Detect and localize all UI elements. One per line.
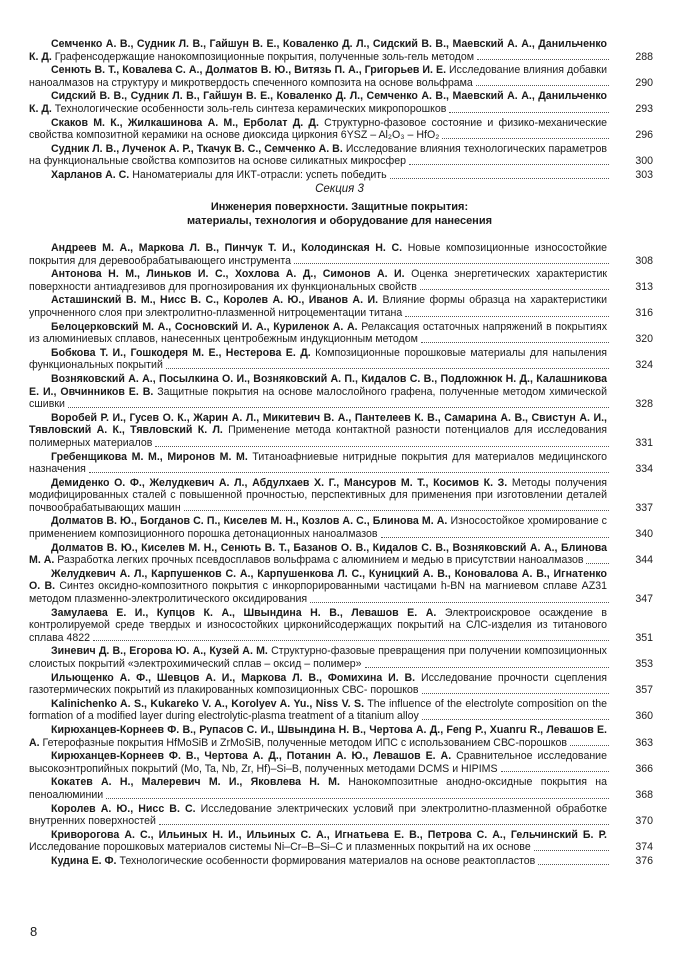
toc-entry — [29, 607, 653, 645]
entry-page-number: 357 — [635, 684, 653, 697]
dot-leader — [381, 537, 609, 538]
dot-leader — [570, 745, 609, 746]
dot-leader — [166, 368, 609, 369]
toc-entry — [29, 242, 653, 267]
toc-entry — [29, 64, 653, 89]
toc-entry — [29, 803, 653, 828]
dot-leader — [409, 164, 609, 165]
dot-leader — [476, 85, 609, 86]
entry-authors: Долматов В. Ю., Киселев М. Н., Сенють В. Т., Базанов О. В., Кидалов С. В., Возняковский А. А., Блинова М. А. — [29, 541, 607, 567]
entry-page-number: 296 — [635, 129, 653, 142]
entry-authors: Долматов В. Ю., Богданов С. П., Киселев М. Н., Козлов А. С., Блинова М. А. — [51, 515, 448, 528]
toc-entry — [29, 294, 653, 319]
entry-title: Сравнительное исследование высокоэнтропийных покрытий (Mo, Ta, Nb, Zr, Hf)–Si–B, полученных методами DCMS и HIPIMS — [29, 750, 607, 775]
dot-leader — [159, 824, 609, 825]
entry-title: Применение метода контактной разности потенциалов для исследования полимерных материалов — [29, 424, 607, 449]
entry-title: Структурно-фазовое состояние и физико-механические свойства композитной керамики на основе диоксида циркония 6YSZ – Al₂O₃ – HfO₂ — [29, 116, 608, 142]
toc-entry — [29, 515, 653, 540]
entry-page-number: 366 — [635, 762, 653, 775]
toc-entry — [29, 698, 653, 723]
entry-title: Технологические особенности золь-гель синтеза керамических микропорошков — [54, 102, 447, 115]
entry-page-number: 303 — [635, 168, 653, 181]
toc-entry — [29, 855, 653, 868]
dot-leader — [421, 342, 609, 343]
entry-page-number: 300 — [635, 155, 653, 168]
toc-entry — [29, 645, 653, 670]
entry-authors: Королев А. Ю., Нисс В. С. — [51, 802, 196, 815]
entry-page-number: 293 — [635, 102, 653, 115]
entry-page-number: 376 — [635, 854, 653, 867]
section-title — [0, 201, 679, 228]
dot-leader — [310, 602, 609, 603]
entry-page-number: 324 — [635, 359, 653, 372]
entry-page-number: 363 — [635, 736, 653, 749]
entry-page-number: 337 — [635, 501, 653, 514]
toc-entry — [29, 829, 653, 854]
dot-leader — [420, 289, 609, 290]
toc-entry — [29, 169, 653, 182]
entry-authors: Семченко А. В., Судник Л. В., Гайшун В. Е., Коваленко Д. Л., Сидский В. В., Маевский А. А., Данильченко К. Д. — [29, 38, 607, 63]
toc-entry — [29, 451, 653, 476]
entry-title: Наноматериалы для ИКТ-отрасли: успеть победить — [132, 168, 387, 181]
page-number: 8 — [30, 924, 38, 939]
entry-page-number: 347 — [635, 593, 653, 606]
entry-authors: Скаков М. К., Жилкашинова А. М., Ерболат Д. Д. — [51, 116, 319, 129]
entry-title: Износостойкое хромирование с применением композиционного порошка детонационных наноалмазов — [29, 515, 607, 541]
entry-authors: Кокатев А. Н., Малеревич М. И., Яковлева Н. М. — [51, 776, 340, 789]
entry-title: Исследование влияния технологических параметров на функциональные свойства композитов на основе силикатных микросфер — [29, 142, 607, 168]
entry-page-number: 331 — [635, 436, 653, 449]
section-title-line2: материалы, технология и оборудование для нанесения — [186, 214, 493, 227]
toc-entry — [29, 38, 653, 63]
entry-page-number: 360 — [635, 710, 653, 723]
entry-authors: Судник Л. В., Лученок А. Р., Ткачук В. С., Семченко А. В. — [51, 142, 343, 155]
entry-page-number: 334 — [635, 463, 653, 476]
toc-entry — [29, 143, 653, 168]
entry-title: Исследование электрических условий при электролитно-плазменной обработке внутренних поверхностей — [29, 802, 607, 828]
entry-title: Релаксация остаточных напряжений в покрытиях из алюминиевых сплавов, нанесенных центробежным индукционным методом — [29, 320, 607, 346]
dot-leader — [534, 850, 609, 851]
entry-title: Электроискровое осаждение в контролируемой среде твердых и износостойких цирконийсодержащих покрытий на СЛС-изделия из титанового сплава 4822 — [29, 606, 607, 644]
toc-top-list — [29, 38, 653, 183]
entry-page-number: 351 — [635, 631, 653, 644]
dot-leader — [155, 446, 609, 447]
dot-leader — [294, 263, 609, 264]
entry-page-number: 290 — [635, 76, 653, 89]
toc-entry — [29, 568, 653, 606]
entry-authors: Желудкевич А. Л., Карпушенков С. А., Карпушенкова Л. С., Куницкий А. В., Коновалова А. В., Игнатенко О. В. — [29, 567, 607, 593]
toc-entry — [29, 373, 653, 411]
section-title-line1: Инженерия поверхности. Защитные покрытия: — [210, 201, 469, 213]
entry-title: Влияние формы образца на характеристики упрочненного слоя при электролитно-плазменной нитроцементации титана — [29, 294, 607, 319]
dot-leader — [89, 472, 609, 473]
entry-title: The influence of the electrolyte composition on the formation of a modified layer during electrolytic-plasma treatment of a titanium alloy — [29, 697, 607, 723]
entry-authors: Ильющенко А. Ф., Шевцов А. И., Маркова Л. В., Фомихина И. В. — [51, 671, 416, 684]
entry-authors: Зиневич Д. В., Егорова Ю. А., Кузей А. М. — [51, 645, 268, 658]
toc-entry — [29, 776, 653, 801]
dot-leader — [586, 563, 609, 564]
entry-title: Исследование прочности сцепления газотермических покрытий из плакированных композиционных СВС- порошков — [29, 671, 607, 697]
entry-title: Исследование влияния добавки наноалмазов на структуру и микротвердость спеченного композита на основе вольфрама — [29, 64, 607, 89]
entry-authors: Возняковский А. А., Посылкина О. И., Возняковский А. П., Кидалов С. В., Подложнюк Н. Д., Калашникова Е. И., Овчинников Е. В. — [29, 372, 607, 398]
entry-page-number: 353 — [635, 658, 653, 670]
entry-page-number: 368 — [635, 788, 653, 801]
entry-authors: Бобкова Т. И., Гошкодеря М. Е., Нестерова Е. Д. — [51, 346, 311, 359]
dot-leader — [390, 178, 609, 179]
entry-page-number: 316 — [635, 306, 653, 319]
toc-entry — [29, 321, 653, 346]
entry-authors: Криворогова А. С., Ильиных Н. И., Ильиных С. А., Игнатьева Е. В., Петрова С. А., Гельчинский Б. Р. — [51, 828, 607, 841]
dot-leader — [93, 640, 609, 641]
entry-authors: Кирюханцев-Корнеев Ф. В., Рупасов С. И., Швындина Н. В., Чертова А. Д., Feng P., Xuanru R., Левашов Е. А. — [29, 723, 607, 749]
section-label: Секция 3 — [315, 183, 364, 195]
entry-title: Гетерофазные покрытия HfMoSiB и ZrMoSiB, полученные методом ИПС с использованием СВС-порошков — [42, 736, 568, 749]
entry-title: Композиционные порошковые материалы для напыления функциональных покрытий — [29, 346, 608, 372]
dot-leader — [405, 316, 609, 317]
entry-title: Защитные покрытия на основе малослойного графена, полученные методом химической сшивки — [29, 385, 607, 411]
entry-page-number: 340 — [635, 528, 653, 541]
toc-entry — [29, 724, 653, 749]
entry-authors: Сидский В. В., Судник Л. В., Гайшун В. Е., Коваленко Д. Л., Семченко А. В., Маевский А. А., Данильченко К. Д. — [29, 90, 607, 115]
entry-authors: Воробей Р. И., Гусев О. К., Жарин А. Л., Микитевич В. А., Пантелеев К. В., Самарина А. В., Свистун А. И., Тявловский А. К., Тявловский К. Л. — [29, 411, 607, 437]
entry-page-number: 344 — [635, 554, 653, 567]
entry-title: Разработка легких прочных псевдосплавов вольфрама с алюминием и медью в присутствии наноалмазов — [57, 554, 584, 567]
entry-title: Синтез оксидно-композитного покрытия с инкорпорированными частицами h-BN на магниевом сплаве AZ31 методом плазменно-электролитического оксидирования — [29, 580, 607, 606]
toc-entry — [29, 750, 653, 775]
entry-authors: Сенють В. Т., Ковалева С. А., Долматов В. Ю., Витязь П. А., Григорьев И. Е. — [51, 64, 447, 77]
toc-entry — [29, 268, 653, 293]
toc-entry — [29, 542, 653, 567]
dot-leader — [422, 693, 609, 694]
toc-entry — [29, 672, 653, 697]
dot-leader — [442, 138, 609, 139]
entry-page-number: 320 — [635, 333, 653, 346]
entry-page-number: 328 — [635, 398, 653, 411]
dot-leader — [538, 864, 609, 865]
dot-leader — [106, 798, 609, 799]
dot-leader — [501, 771, 609, 772]
entry-authors: Демиденко О. Ф., Желудкевич А. Л., Абдулхаев Х. Г., Мансуров М. Т., Косимов К. З. — [51, 476, 508, 489]
toc-entry — [29, 477, 653, 515]
entry-title: Оценка энергетических характеристик поверхности антиадгезивов для прогнозирования их функциональных свойств — [29, 268, 607, 293]
entry-authors: Андреев М. А., Маркова Л. В., Пинчук Т. И., Колодинская Н. С. — [51, 242, 403, 254]
entry-authors: Kalinichenko A. S., Kukareko V. A., Korolyev A. Yu., Niss V. S. — [51, 697, 365, 710]
toc-entry — [29, 117, 653, 142]
entry-page-number: 374 — [635, 841, 653, 854]
dot-leader — [477, 59, 609, 60]
entry-title: Исследование порошковых материалов системы Ni–Cr–B–Si–C и плазменных покрытий на их основе — [29, 841, 531, 854]
entry-authors: Белоцерковский М. А., Сосновский И. А., Куриленок А. А. — [51, 320, 358, 333]
entry-authors: Кудина Е. Ф. — [51, 854, 117, 867]
toc-entry — [29, 412, 653, 450]
toc-entry — [29, 347, 653, 372]
entry-authors: Асташинский В. М., Нисс В. С., Королев А. Ю., Иванов А. И. — [51, 294, 379, 307]
dot-leader — [68, 407, 609, 408]
entry-authors: Замулаева Е. И., Купцов К. А., Швындина Н. В., Левашов Е. А. — [51, 606, 437, 619]
entry-authors: Гребенщикова М. М., Миронов М. М. — [51, 450, 248, 463]
entry-page-number: 288 — [635, 50, 653, 63]
dot-leader — [184, 510, 609, 511]
dot-leader — [449, 112, 609, 113]
entry-page-number: 308 — [635, 254, 653, 267]
entry-title: Структурно-фазовые превращения при получении композиционных слоистых покрытий «электрохимический сплав – оксид – полимер» — [29, 645, 607, 670]
entry-page-number: 313 — [635, 280, 653, 293]
entry-page-number: 370 — [635, 815, 653, 828]
entry-title: Новые композиционные износостойкие покрытия для деревообрабатывающего инструмента — [29, 242, 608, 267]
entry-title: Технологические особенности формирования материалов на основе реактопластов — [119, 854, 536, 867]
entry-authors: Кирюханцев-Корнеев Ф. В., Чертова А. Д., Потанин А. Ю., Левашов Е. А. — [51, 750, 452, 763]
entry-authors: Антонова Н. М., Линьков И. С., Хохлова А. Д., Симонов А. И. — [51, 268, 405, 281]
entry-title: Методы получения модифицированных сталей с повышенной прочностью, перспективных для применения при изготовлении деталей почвообрабатывающих машин — [29, 476, 607, 514]
entry-title: Графенсодержащие нанокомпозиционные покрытия, полученные золь-гель методом — [54, 50, 474, 63]
entry-title: Нанокомпозитные анодно-оксидные покрытия на пеноалюминии — [29, 776, 607, 801]
entry-authors: Харланов А. С. — [51, 168, 130, 181]
dot-leader — [422, 719, 609, 720]
dot-leader — [365, 667, 609, 668]
entry-title: Титаноафниевые нитридные покрытия для материалов медицинского назначения — [29, 450, 607, 476]
toc-entry — [29, 90, 653, 115]
toc-section-list — [29, 242, 653, 869]
